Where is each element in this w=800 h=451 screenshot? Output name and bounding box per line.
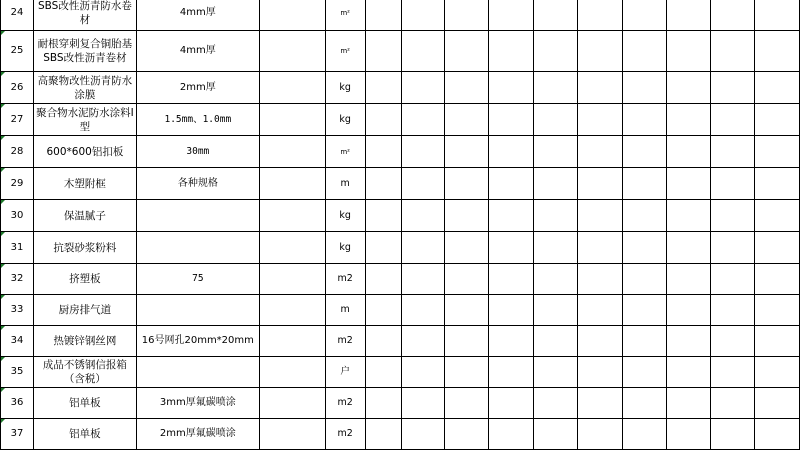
cell-row-number-text: 28 [10,145,24,157]
table-row [1,72,800,104]
cell-empty[interactable] [365,232,401,264]
cell-empty[interactable] [623,136,667,168]
table-row [1,419,800,450]
cell-empty[interactable] [754,326,799,357]
cell-specification[interactable] [136,357,259,388]
cell-material-name-text: 铝单板 [69,397,101,409]
cell-unit-text: m2 [337,273,353,284]
cell-row-number-text: 27 [10,113,24,125]
cell-specification-text: 16号网孔20mm*20mm [141,335,254,346]
cell-empty[interactable] [623,72,667,104]
cell-empty[interactable] [489,0,534,31]
cell-note-indicator [1,388,5,392]
cell-row-number[interactable] [1,72,34,104]
cell-empty[interactable] [365,326,401,357]
cell-material-name-text: 厨房排气道 [58,304,112,316]
cell-empty[interactable] [534,104,578,136]
cell-note-indicator [1,419,5,423]
cell-empty[interactable] [711,200,755,232]
cell-row-number[interactable] [1,0,34,31]
cell-material-name-text: 成品不锈钢信报箱（含税） [42,359,127,385]
cell-material-name[interactable] [33,326,136,357]
cell-material-name-text: 木塑附框 [63,177,106,190]
cell-empty[interactable] [534,232,578,264]
cell-specification-text: 各种规格 [177,177,218,189]
cell-empty[interactable] [401,0,445,31]
cell-empty[interactable] [711,232,755,264]
cell-empty[interactable] [711,419,755,450]
cell-unit[interactable] [325,264,365,295]
cell-empty[interactable] [534,168,578,200]
cell-note-indicator [1,136,5,140]
cell-row-number-text: 37 [10,428,24,439]
cell-unit[interactable] [325,200,365,232]
cell-empty[interactable] [623,295,667,326]
cell-empty[interactable] [754,232,799,264]
cell-specification[interactable] [136,200,259,232]
cell-unit-text: kg [339,113,351,125]
cell-row-number-text: 35 [10,366,24,377]
cell-blank[interactable] [259,326,325,357]
cell-unit-text: m [340,177,350,189]
cell-row-number[interactable] [1,200,34,232]
cell-specification[interactable] [136,419,259,450]
cell-empty[interactable] [667,31,711,72]
cell-material-name[interactable] [33,200,136,232]
cell-empty[interactable] [667,136,711,168]
cell-empty[interactable] [489,104,534,136]
cell-empty[interactable] [578,295,623,326]
cell-material-name-text: 聚合物水泥防水涂料Ⅰ型 [36,106,134,133]
cell-empty[interactable] [754,295,799,326]
cell-empty[interactable] [365,168,401,200]
cell-note-indicator [1,104,5,108]
table-row [1,357,800,388]
cell-material-name[interactable] [33,31,136,72]
cell-blank[interactable] [259,168,325,200]
table-row [1,326,800,357]
cell-row-number[interactable] [1,264,34,295]
cell-empty[interactable] [711,357,755,388]
cell-material-name[interactable] [33,232,136,264]
cell-unit[interactable] [325,136,365,168]
cell-specification-text: 1.5mm、1.0mm [164,113,232,125]
cell-unit-text: kg [339,81,351,93]
cell-material-name[interactable] [33,264,136,295]
cell-empty[interactable] [667,0,711,31]
cell-empty[interactable] [667,104,711,136]
cell-empty[interactable] [445,200,489,232]
cell-empty[interactable] [489,326,534,357]
cell-material-name-text: 热镀锌钢丝网 [53,335,117,347]
cell-material-name[interactable] [33,295,136,326]
cell-row-number-text: 25 [10,45,24,56]
cell-empty[interactable] [578,388,623,419]
cell-unit[interactable] [325,168,365,200]
cell-empty[interactable] [534,0,578,31]
cell-empty[interactable] [754,388,799,419]
cell-empty[interactable] [754,72,799,104]
cell-empty[interactable] [489,264,534,295]
cell-blank[interactable] [259,104,325,136]
cell-specification[interactable] [136,326,259,357]
cell-empty[interactable] [401,264,445,295]
cell-empty[interactable] [445,0,489,31]
cell-empty[interactable] [754,168,799,200]
cell-specification[interactable] [136,0,259,31]
cell-empty[interactable] [711,0,755,31]
cell-specification[interactable] [136,31,259,72]
cell-row-number[interactable] [1,419,34,450]
cell-specification-text: 4mm厚 [179,7,216,18]
cell-empty[interactable] [489,136,534,168]
cell-empty[interactable] [401,388,445,419]
cell-unit-text: kg [339,241,351,253]
cell-empty[interactable] [578,326,623,357]
cell-empty[interactable] [711,326,755,357]
cell-row-number[interactable] [1,232,34,264]
cell-row-number-text: 34 [10,335,24,346]
cell-row-number[interactable] [1,388,34,419]
cell-empty[interactable] [401,232,445,264]
table-row [1,0,800,31]
cell-unit-text: m2 [337,397,353,408]
table-row [1,104,800,136]
cell-unit-text: m² [340,147,350,156]
cell-row-number[interactable] [1,104,34,136]
cell-empty[interactable] [578,419,623,450]
cell-unit-text: m² [340,47,350,55]
cell-note-indicator [1,72,5,76]
cell-empty[interactable] [534,357,578,388]
cell-unit[interactable] [325,295,365,326]
cell-empty[interactable] [401,419,445,450]
cell-empty[interactable] [534,295,578,326]
cell-material-name-text: 保温腻子 [63,209,106,222]
cell-empty[interactable] [667,388,711,419]
cell-empty[interactable] [623,104,667,136]
cell-row-number-text: 32 [10,273,24,284]
cell-empty[interactable] [489,388,534,419]
cell-empty[interactable] [623,326,667,357]
cell-blank[interactable] [259,357,325,388]
cell-material-name[interactable] [33,72,136,104]
table-row [1,136,800,168]
table-row [1,388,800,419]
cell-empty[interactable] [489,357,534,388]
cell-blank[interactable] [259,31,325,72]
table-row [1,232,800,264]
cell-blank[interactable] [259,388,325,419]
cell-empty[interactable] [445,31,489,72]
cell-empty[interactable] [401,326,445,357]
cell-empty[interactable] [445,264,489,295]
cell-empty[interactable] [365,419,401,450]
cell-row-number-text: 24 [10,7,24,18]
cell-empty[interactable] [365,136,401,168]
cell-material-name-text: 挤塑板 [69,273,101,285]
cell-empty[interactable] [401,168,445,200]
cell-row-number-text: 26 [10,81,24,93]
cell-empty[interactable] [754,357,799,388]
cell-empty[interactable] [578,0,623,31]
cell-empty[interactable] [667,200,711,232]
table-row [1,264,800,295]
cell-empty[interactable] [711,136,755,168]
cell-empty[interactable] [445,357,489,388]
cell-empty[interactable] [445,72,489,104]
cell-specification[interactable] [136,136,259,168]
cell-empty[interactable] [578,136,623,168]
cell-empty[interactable] [667,419,711,450]
cell-unit[interactable] [325,0,365,31]
cell-empty[interactable] [365,0,401,31]
cell-empty[interactable] [578,72,623,104]
cell-material-name[interactable] [33,357,136,388]
cell-empty[interactable] [489,200,534,232]
cell-specification[interactable] [136,72,259,104]
cell-blank[interactable] [259,72,325,104]
cell-material-name-text: SBS改性沥青防水卷材 [37,0,132,26]
cell-row-number[interactable] [1,136,34,168]
cell-note-indicator [1,200,5,204]
cell-row-number[interactable] [1,168,34,200]
cell-empty[interactable] [754,104,799,136]
cell-empty[interactable] [365,104,401,136]
cell-unit[interactable] [325,419,365,450]
table-row [1,295,800,326]
cell-empty[interactable] [401,295,445,326]
cell-blank[interactable] [259,295,325,326]
cell-unit[interactable] [325,388,365,419]
cell-row-number-text: 31 [10,241,24,253]
cell-material-name-text: 抗裂砂浆粉料 [53,241,117,254]
cell-empty[interactable] [711,388,755,419]
cell-empty[interactable] [445,232,489,264]
cell-empty[interactable] [489,232,534,264]
cell-row-number[interactable] [1,31,34,72]
cell-specification-text: 3mm厚氟碳喷涂 [159,397,236,408]
cell-specification[interactable] [136,264,259,295]
cell-material-name[interactable] [33,168,136,200]
cell-unit-text: m² [340,9,350,17]
cell-unit[interactable] [325,104,365,136]
cell-unit-text: m2 [337,335,353,346]
cell-empty[interactable] [365,72,401,104]
cell-empty[interactable] [667,168,711,200]
cell-empty[interactable] [534,31,578,72]
cell-empty[interactable] [623,419,667,450]
cell-empty[interactable] [445,104,489,136]
cell-empty[interactable] [489,168,534,200]
cell-empty[interactable] [445,295,489,326]
cell-specification-text: 2mm厚 [179,81,216,93]
cell-empty[interactable] [711,295,755,326]
cell-specification-text: 30mm [186,145,210,157]
cell-empty[interactable] [754,264,799,295]
cell-empty[interactable] [578,168,623,200]
cell-empty[interactable] [445,168,489,200]
cell-empty[interactable] [667,232,711,264]
cell-row-number[interactable] [1,295,34,326]
cell-empty[interactable] [401,357,445,388]
cell-note-indicator [1,232,5,236]
cell-empty[interactable] [365,200,401,232]
cell-empty[interactable] [489,419,534,450]
cell-empty[interactable] [754,0,799,31]
cell-material-name[interactable] [33,104,136,136]
cell-empty[interactable] [754,31,799,72]
cell-empty[interactable] [754,419,799,450]
cell-unit-text: kg [339,209,351,221]
cell-empty[interactable] [365,31,401,72]
cell-unit[interactable] [325,232,365,264]
cell-empty[interactable] [623,0,667,31]
cell-empty[interactable] [667,264,711,295]
cell-empty[interactable] [534,419,578,450]
cell-specification[interactable] [136,104,259,136]
cell-empty[interactable] [623,357,667,388]
cell-empty[interactable] [711,104,755,136]
cell-empty[interactable] [365,295,401,326]
cell-empty[interactable] [667,357,711,388]
cell-note-indicator [1,326,5,330]
cell-empty[interactable] [401,200,445,232]
cell-unit[interactable] [325,72,365,104]
cell-empty[interactable] [578,200,623,232]
cell-material-name-text: 600*600铝扣板 [46,145,124,158]
cell-empty[interactable] [623,168,667,200]
cell-empty[interactable] [534,200,578,232]
cell-empty[interactable] [401,104,445,136]
cell-blank[interactable] [259,232,325,264]
cell-empty[interactable] [623,264,667,295]
cell-unit-text: m2 [337,428,353,439]
cell-specification-text: 2mm厚氟碳喷涂 [159,428,236,439]
cell-material-name-text: 铝单板 [69,428,101,440]
table-row [1,31,800,72]
cell-blank[interactable] [259,264,325,295]
cell-empty[interactable] [623,232,667,264]
cell-row-number-text: 33 [10,304,24,315]
cell-empty[interactable] [445,326,489,357]
cell-empty[interactable] [401,136,445,168]
cell-empty[interactable] [489,72,534,104]
cell-blank[interactable] [259,419,325,450]
cell-unit[interactable] [325,31,365,72]
cell-blank[interactable] [259,200,325,232]
cell-empty[interactable] [534,326,578,357]
cell-empty[interactable] [445,388,489,419]
cell-empty[interactable] [365,357,401,388]
cell-specification[interactable] [136,388,259,419]
cell-unit-text: 户 [340,366,350,377]
cell-specification-text: 75 [192,273,204,284]
cell-empty[interactable] [534,388,578,419]
cell-row-number[interactable] [1,357,34,388]
cell-note-indicator [1,357,5,361]
cell-specification[interactable] [136,295,259,326]
cell-empty[interactable] [365,388,401,419]
cell-material-name-text: 耐根穿刺复合铜胎基SBS改性沥青卷材 [37,38,133,64]
cell-note-indicator [1,295,5,299]
cell-empty[interactable] [445,419,489,450]
cell-empty[interactable] [711,72,755,104]
cell-material-name[interactable] [33,136,136,168]
cell-empty[interactable] [365,264,401,295]
cell-empty[interactable] [534,136,578,168]
cell-note-indicator [1,168,5,172]
cell-row-number[interactable] [1,326,34,357]
cell-empty[interactable] [623,388,667,419]
table-row [1,200,800,232]
cell-empty[interactable] [489,295,534,326]
cell-row-number-text: 29 [10,177,24,189]
cell-unit[interactable] [325,326,365,357]
cell-row-number-text: 36 [10,397,24,408]
cell-empty[interactable] [623,200,667,232]
cell-empty[interactable] [623,31,667,72]
cell-empty[interactable] [578,31,623,72]
cell-empty[interactable] [445,136,489,168]
cell-empty[interactable] [578,357,623,388]
cell-specification-text: 4mm厚 [179,45,216,56]
cell-note-indicator [1,264,5,268]
cell-empty[interactable] [754,200,799,232]
cell-material-name[interactable] [33,419,136,450]
cell-empty[interactable] [578,264,623,295]
cell-unit[interactable] [325,357,365,388]
cell-unit-text: m [340,304,350,315]
cell-material-name[interactable] [33,0,136,31]
cell-empty[interactable] [578,104,623,136]
cell-empty[interactable] [401,31,445,72]
cell-empty[interactable] [667,326,711,357]
cell-empty[interactable] [754,136,799,168]
cell-empty[interactable] [711,168,755,200]
cell-note-indicator [1,31,5,35]
cell-empty[interactable] [534,72,578,104]
cell-empty[interactable] [534,264,578,295]
cell-empty[interactable] [578,232,623,264]
cell-specification[interactable] [136,232,259,264]
cell-blank[interactable] [259,0,325,31]
cell-empty[interactable] [667,72,711,104]
cell-empty[interactable] [711,264,755,295]
cell-material-name[interactable] [33,388,136,419]
cell-specification[interactable] [136,168,259,200]
cell-empty[interactable] [667,295,711,326]
cell-row-number-text: 30 [10,209,24,221]
cell-material-name-text: 高聚物改性沥青防水涂膜 [37,74,133,101]
cell-empty[interactable] [401,72,445,104]
cell-empty[interactable] [489,31,534,72]
cell-blank[interactable] [259,136,325,168]
cell-empty[interactable] [711,31,755,72]
table-row [1,168,800,200]
